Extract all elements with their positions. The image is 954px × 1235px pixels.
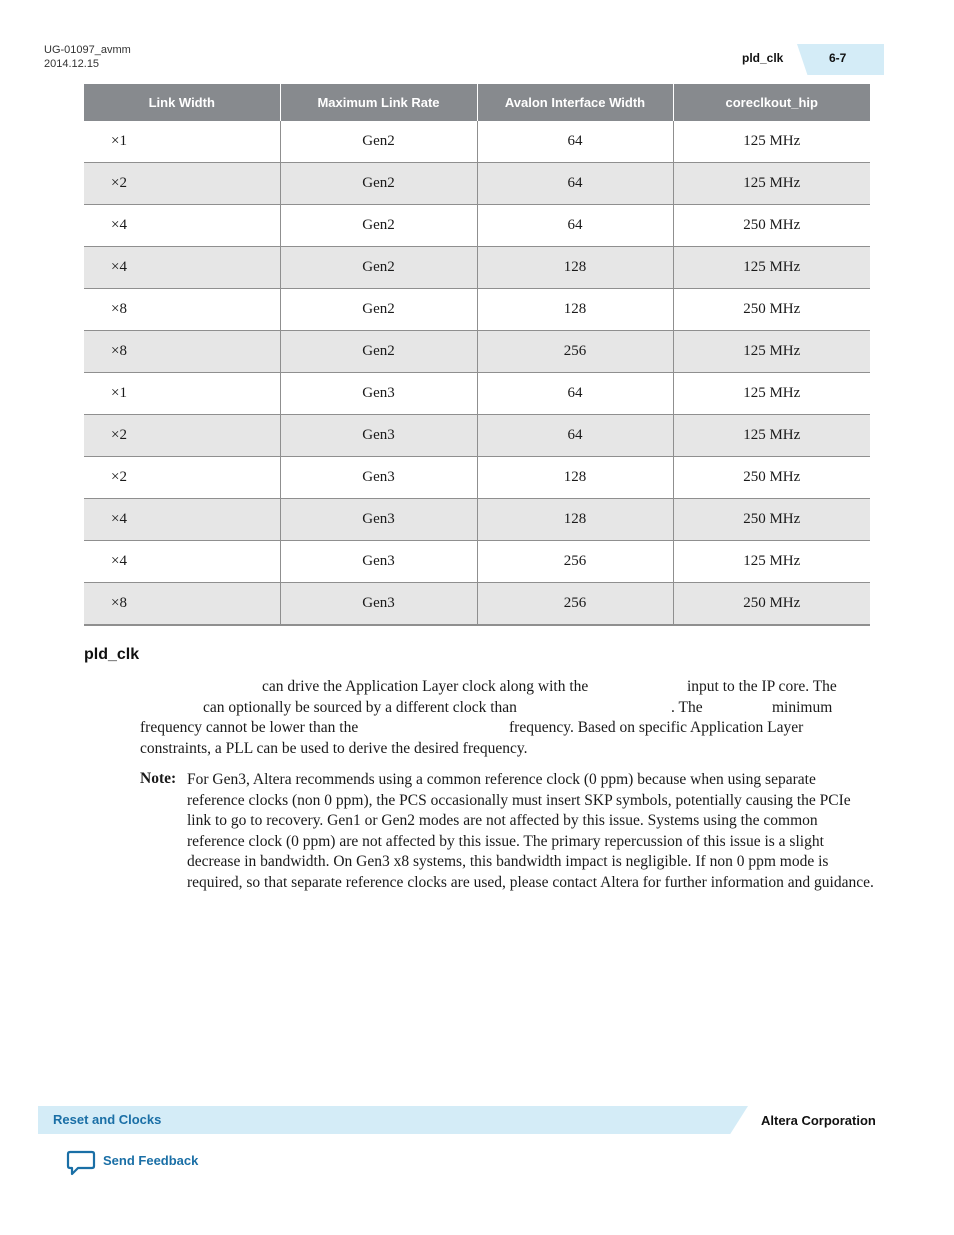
doc-date: 2014.12.15 (44, 58, 100, 70)
cell-avalon-width: 64 (477, 205, 673, 247)
cell-avalon-width: 64 (477, 373, 673, 415)
cell-avalon-width: 128 (477, 289, 673, 331)
cell-link-width: ×8 (84, 289, 280, 331)
table-header-row (84, 84, 870, 121)
paragraph-segment: frequency. Based on specific Application Layer (509, 719, 804, 736)
cell-max-link-rate: Gen3 (280, 415, 477, 457)
paragraph-segment: can drive the Application Layer clock along with the (262, 678, 589, 695)
cell-max-link-rate: Gen2 (280, 289, 477, 331)
doc-id-block (44, 43, 131, 71)
cell-max-link-rate: Gen3 (280, 583, 477, 626)
cell-max-link-rate: Gen3 (280, 457, 477, 499)
page-number: 6-7 (829, 51, 847, 65)
cell-avalon-width: 64 (477, 163, 673, 205)
footer-company: Altera Corporation (761, 1113, 876, 1128)
paragraph-segment: frequency cannot be lower than the (140, 719, 359, 736)
paragraph-segment: constraints, a PLL can be used to derive the desired frequency. (140, 739, 528, 757)
cell-avalon-width: 256 (477, 331, 673, 373)
send-feedback-link[interactable]: Send Feedback (103, 1153, 199, 1168)
paragraph-segment: input to the IP core. The (687, 678, 837, 695)
column-header-link-width: Link Width (84, 84, 280, 121)
table-row (84, 457, 870, 499)
cell-link-width: ×8 (84, 331, 280, 373)
cell-coreclkout: 250 MHz (673, 583, 870, 626)
cell-coreclkout: 125 MHz (673, 247, 870, 289)
table-row (84, 247, 870, 289)
doc-id: UG-01097_avmm (44, 44, 131, 56)
cell-coreclkout: 250 MHz (673, 289, 870, 331)
cell-max-link-rate: Gen3 (280, 373, 477, 415)
cell-link-width: ×2 (84, 163, 280, 205)
cell-max-link-rate: Gen2 (280, 121, 477, 163)
cell-link-width: ×8 (84, 583, 280, 626)
cell-coreclkout: 250 MHz (673, 499, 870, 541)
cell-coreclkout: 125 MHz (673, 121, 870, 163)
column-header-avalon-width: Avalon Interface Width (477, 84, 673, 121)
table-row (84, 541, 870, 583)
table-row (84, 289, 870, 331)
footer-section-link[interactable]: Reset and Clocks (53, 1112, 162, 1127)
cell-link-width: ×1 (84, 373, 280, 415)
cell-avalon-width: 128 (477, 247, 673, 289)
paragraph-segment: . The (671, 698, 703, 716)
paragraph-segment: can optionally be sourced by a different clock than (203, 698, 517, 716)
header-section-title: pld_clk (742, 51, 784, 65)
paragraph-line (140, 677, 860, 698)
paragraph-line (140, 718, 860, 739)
note-label: Note: (140, 770, 177, 787)
cell-avalon-width: 64 (477, 121, 673, 163)
paragraph-line (140, 739, 860, 760)
paragraph-segment: minimum (772, 698, 833, 716)
cell-avalon-width: 256 (477, 541, 673, 583)
body-paragraph (140, 677, 860, 759)
cell-coreclkout: 125 MHz (673, 541, 870, 583)
cell-avalon-width: 256 (477, 583, 673, 626)
cell-coreclkout: 125 MHz (673, 331, 870, 373)
cell-coreclkout: 250 MHz (673, 205, 870, 247)
table-row (84, 499, 870, 541)
note-text: For Gen3, Altera recommends using a common reference clock (0 ppm) because when using separate reference clocks (non 0 ppm), the PCS occasionally must insert SKP symbols, potentially causing the PCIe link to go to recovery. Gen1 or Gen2 modes are not affected by this issue. Systems using the common reference clock (0 ppm) are not affected by this issue. The primary repercussion of this issue is a slight decrease in bandwidth. On Gen3 x8 systems, this bandwidth impact is negligible. If non 0 ppm mode is required, so that separate reference clocks are used, please contact Altera for further information and guidance. (187, 771, 874, 891)
table-row (84, 205, 870, 247)
cell-link-width: ×2 (84, 457, 280, 499)
clock-frequency-table (84, 84, 870, 626)
speech-bubble-icon[interactable] (66, 1150, 96, 1181)
cell-coreclkout: 125 MHz (673, 163, 870, 205)
cell-max-link-rate: Gen3 (280, 499, 477, 541)
cell-link-width: ×4 (84, 205, 280, 247)
cell-max-link-rate: Gen2 (280, 247, 477, 289)
table-row (84, 121, 870, 163)
cell-link-width: ×2 (84, 415, 280, 457)
section-title: pld_clk (84, 646, 140, 663)
paragraph-line (140, 698, 860, 719)
cell-coreclkout: 250 MHz (673, 457, 870, 499)
column-header-coreclkout: coreclkout_hip (673, 84, 870, 121)
cell-link-width: ×4 (84, 499, 280, 541)
cell-link-width: ×4 (84, 247, 280, 289)
cell-coreclkout: 125 MHz (673, 415, 870, 457)
cell-avalon-width: 128 (477, 457, 673, 499)
cell-coreclkout: 125 MHz (673, 373, 870, 415)
cell-link-width: ×1 (84, 121, 280, 163)
column-header-max-link-rate: Maximum Link Rate (280, 84, 477, 121)
cell-avalon-width: 128 (477, 499, 673, 541)
cell-max-link-rate: Gen2 (280, 205, 477, 247)
cell-max-link-rate: Gen2 (280, 331, 477, 373)
table-row (84, 163, 870, 205)
table-row (84, 415, 870, 457)
cell-link-width: ×4 (84, 541, 280, 583)
cell-max-link-rate: Gen3 (280, 541, 477, 583)
cell-avalon-width: 64 (477, 415, 673, 457)
table-row (84, 331, 870, 373)
table-row (84, 583, 870, 626)
cell-max-link-rate: Gen2 (280, 163, 477, 205)
table-row (84, 373, 870, 415)
